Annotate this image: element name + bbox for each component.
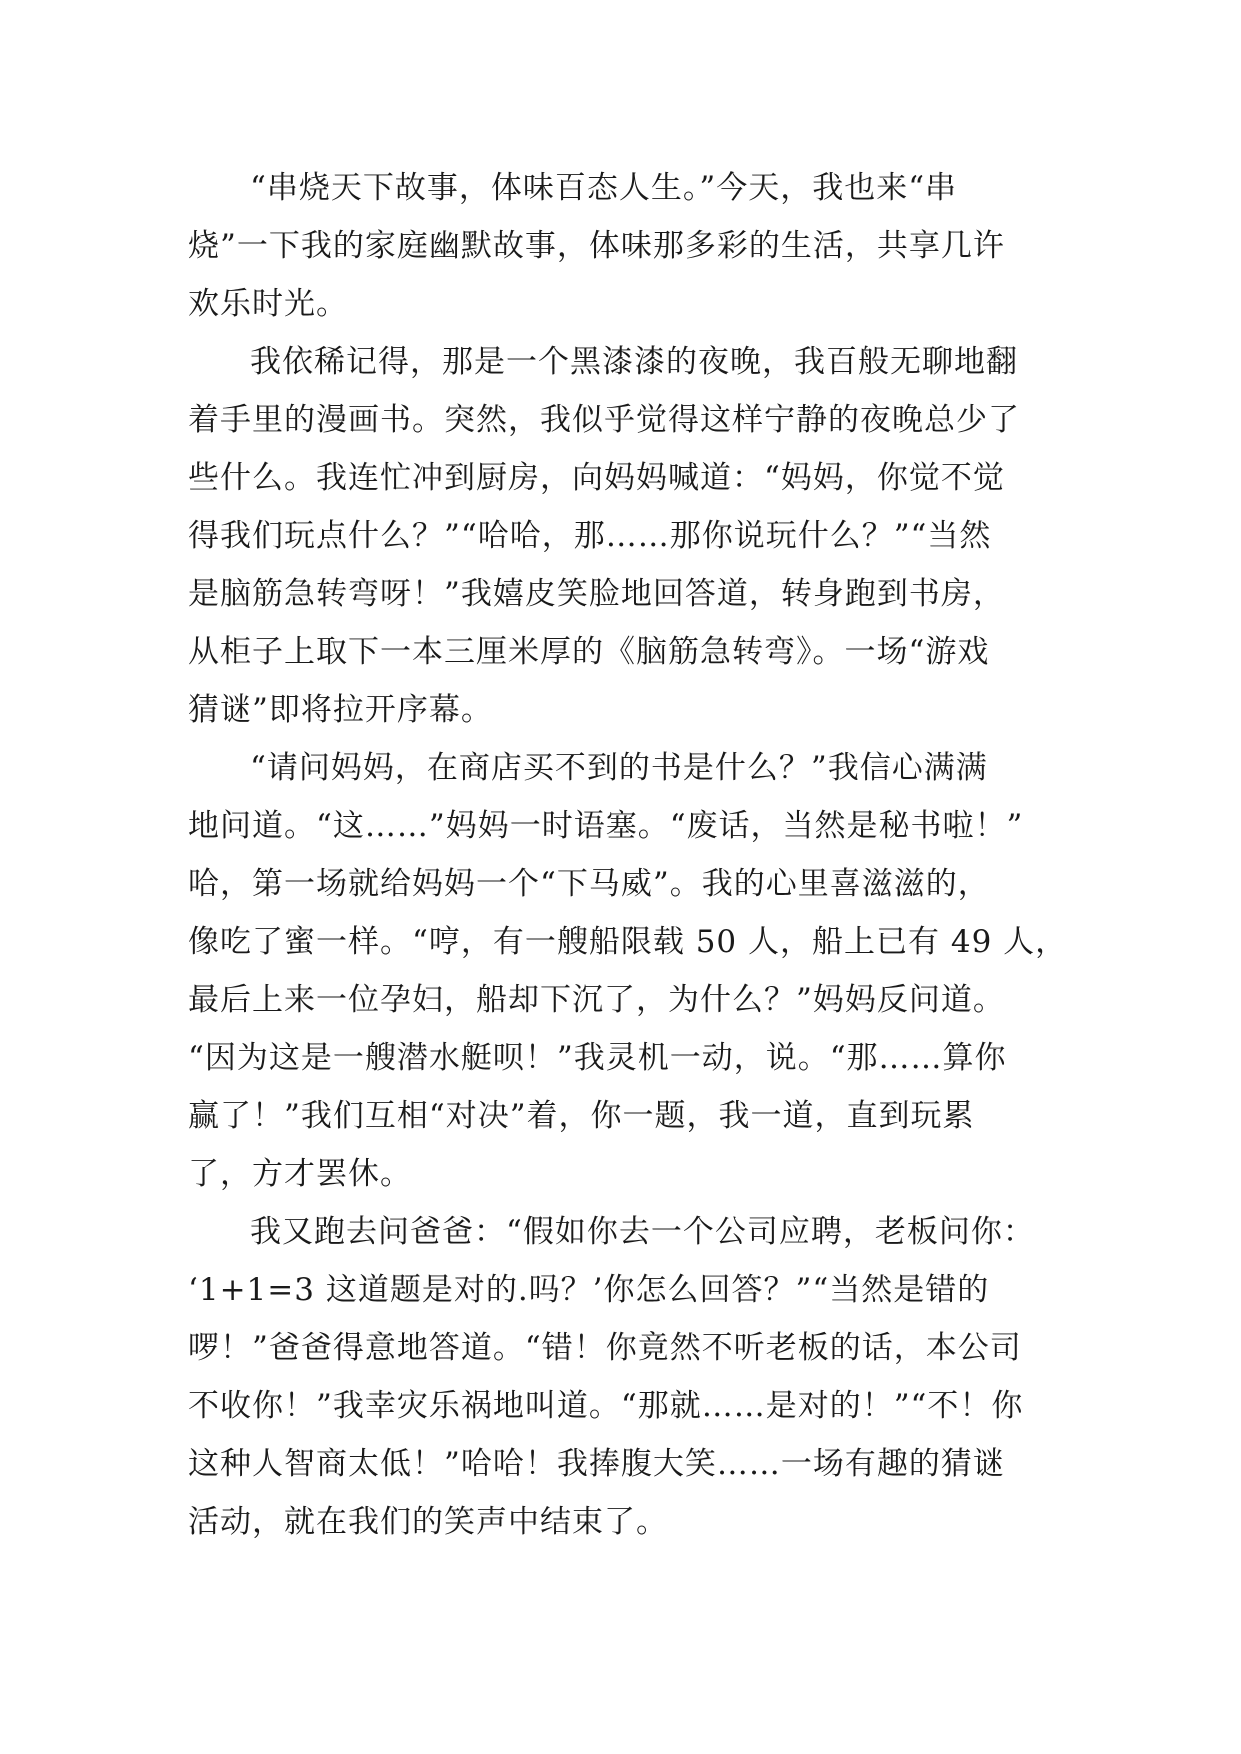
text-line: 活动，就在我们的笑声中结束了。 [188, 1504, 668, 1540]
text-line: “因为这是一艘潜水艇呗！”我灵机一动，说。“那……算你 [188, 1040, 1007, 1076]
text-line: 欢乐时光。 [188, 286, 348, 322]
text-line: 像吃了蜜一样。“哼，有一艘船限载 50 人，船上已有 49 人， [188, 924, 1068, 960]
text-line: 些什么。我连忙冲到厨房，向妈妈喊道：“妈妈，你觉不觉 [188, 460, 1005, 496]
text-line: 地问道。“这……”妈妈一时语塞。“废话，当然是秘书啦！” [188, 808, 1024, 844]
text-line: 得我们玩点什么？”“哈哈，那……那你说玩什么？”“当然 [188, 518, 992, 554]
text-line: 猜谜”即将拉开序幕。 [188, 692, 493, 728]
text-line: “串烧天下故事，体味百态人生。”今天，我也来“串 [250, 170, 958, 206]
paragraph-3 [188, 739, 1068, 1203]
text-line: 不收你！”我幸灾乐祸地叫道。“那就……是对的！”“不！你 [188, 1388, 1024, 1424]
text-line: 是脑筋急转弯呀！”我嬉皮笑脸地回答道，转身跑到书房， [188, 576, 1005, 612]
paragraph-1 [188, 159, 1068, 333]
paragraph-4 [188, 1203, 1068, 1551]
text-line: 了，方才罢休。 [188, 1156, 412, 1192]
text-line: 最后上来一位孕妇，船却下沉了，为什么？”妈妈反问道。 [188, 982, 1005, 1018]
text-line: 着手里的漫画书。突然，我似乎觉得这样宁静的夜晚总少了 [188, 402, 1020, 438]
text-line: 从柜子上取下一本三厘米厚的《脑筋急转弯》。一场“游戏 [188, 634, 990, 670]
document-body [188, 159, 1068, 1551]
text-line: “请问妈妈，在商店买不到的书是什么？”我信心满满 [250, 750, 988, 786]
paragraph-2 [188, 333, 1068, 739]
text-line: 烧”一下我的家庭幽默故事，体味那多彩的生活，共享几许 [188, 228, 1005, 264]
text-line: 这种人智商太低！”哈哈！我捧腹大笑……一场有趣的猜谜 [188, 1446, 1005, 1482]
text-line: ‘1+1=3 这道题是对的.吗？’你怎么回答？”“当然是错的 [188, 1272, 990, 1308]
text-line: 啰！”爸爸得意地答道。“错！你竟然不听老板的话，本公司 [188, 1330, 1022, 1366]
text-line: 我依稀记得，那是一个黑漆漆的夜晚，我百般无聊地翻 [250, 344, 1018, 380]
text-line: 赢了！”我们互相“对决”着，你一题，我一道，直到玩累 [188, 1098, 975, 1134]
text-line: 我又跑去问爸爸：“假如你去一个公司应聘，老板问你： [250, 1214, 1035, 1250]
text-line: 哈，第一场就给妈妈一个“下马威”。我的心里喜滋滋的， [188, 866, 990, 902]
